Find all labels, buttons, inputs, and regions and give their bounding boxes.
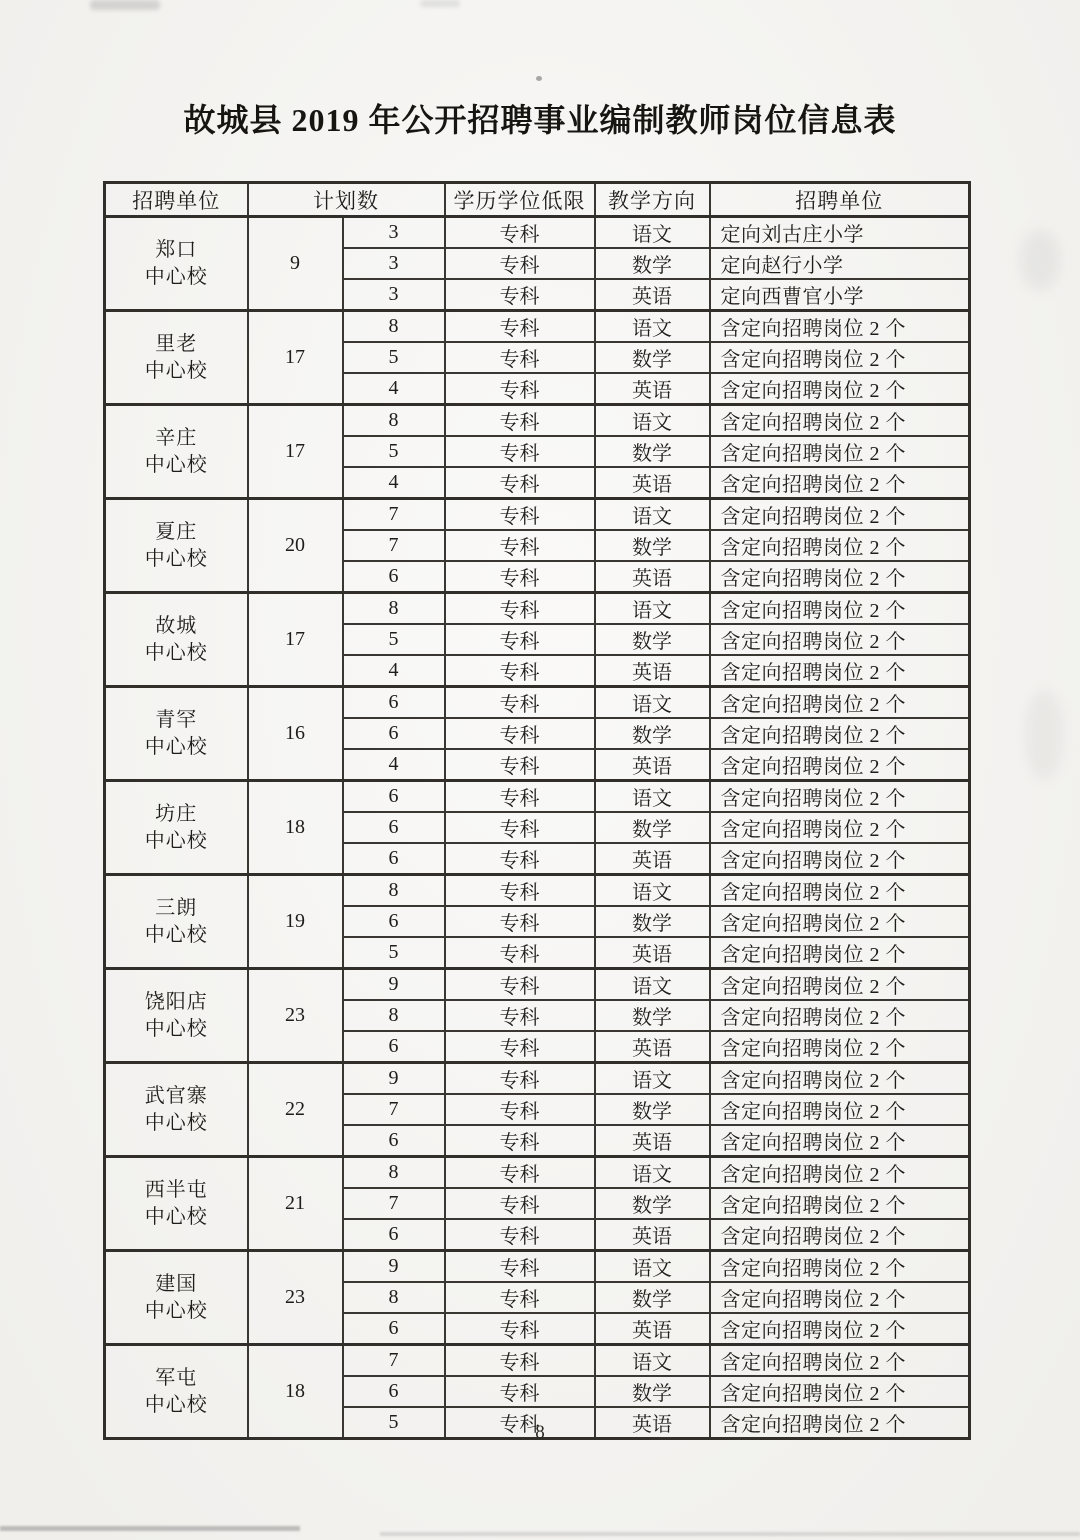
school-name-cell: 西半屯 中心校 xyxy=(105,1157,248,1251)
plan-total-cell: 17 xyxy=(248,405,343,499)
min-education-cell: 专科 xyxy=(445,1376,595,1407)
remark-cell: 含定向招聘岗位 2 个 xyxy=(710,1000,970,1031)
min-education-cell: 专科 xyxy=(445,875,595,907)
table-row xyxy=(105,499,970,531)
min-education-cell: 专科 xyxy=(445,530,595,561)
teaching-direction-cell: 英语 xyxy=(595,655,710,687)
teaching-direction-cell: 数学 xyxy=(595,342,710,373)
subject-count-cell: 6 xyxy=(343,906,445,937)
subject-count-cell: 6 xyxy=(343,561,445,593)
teaching-direction-cell: 语文 xyxy=(595,1251,710,1283)
teaching-direction-cell: 英语 xyxy=(595,561,710,593)
remark-cell: 含定向招聘岗位 2 个 xyxy=(710,342,970,373)
school-name-cell: 夏庄 中心校 xyxy=(105,499,248,593)
remark-cell: 含定向招聘岗位 2 个 xyxy=(710,1094,970,1125)
min-education-cell: 专科 xyxy=(445,1157,595,1189)
teaching-direction-cell: 语文 xyxy=(595,687,710,719)
remark-cell: 含定向招聘岗位 2 个 xyxy=(710,405,970,437)
min-education-cell: 专科 xyxy=(445,843,595,875)
table-row xyxy=(105,781,970,813)
table-row xyxy=(105,687,970,719)
min-education-cell: 专科 xyxy=(445,655,595,687)
subject-count-cell: 8 xyxy=(343,311,445,343)
subject-count-cell: 5 xyxy=(343,937,445,969)
remark-cell: 含定向招聘岗位 2 个 xyxy=(710,593,970,625)
teaching-direction-cell: 数学 xyxy=(595,906,710,937)
plan-total-cell: 23 xyxy=(248,969,343,1063)
min-education-cell: 专科 xyxy=(445,1063,595,1095)
remark-cell: 含定向招聘岗位 2 个 xyxy=(710,530,970,561)
subject-count-cell: 8 xyxy=(343,875,445,907)
subject-count-cell: 3 xyxy=(343,248,445,279)
subject-count-cell: 6 xyxy=(343,687,445,719)
teaching-direction-cell: 英语 xyxy=(595,937,710,969)
remark-cell: 含定向招聘岗位 2 个 xyxy=(710,749,970,781)
subject-count-cell: 7 xyxy=(343,499,445,531)
school-name-cell: 建国 中心校 xyxy=(105,1251,248,1345)
subject-count-cell: 4 xyxy=(343,467,445,499)
teaching-direction-cell: 语文 xyxy=(595,311,710,343)
min-education-cell: 专科 xyxy=(445,937,595,969)
min-education-cell: 专科 xyxy=(445,217,595,249)
school-name-cell: 坊庄 中心校 xyxy=(105,781,248,875)
remark-cell: 含定向招聘岗位 2 个 xyxy=(710,1345,970,1377)
min-education-cell: 专科 xyxy=(445,624,595,655)
min-education-cell: 专科 xyxy=(445,1031,595,1063)
teaching-direction-cell: 语文 xyxy=(595,781,710,813)
min-education-cell: 专科 xyxy=(445,1000,595,1031)
min-education-cell: 专科 xyxy=(445,718,595,749)
teaching-direction-cell: 语文 xyxy=(595,405,710,437)
teaching-direction-cell: 语文 xyxy=(595,593,710,625)
remark-cell: 含定向招聘岗位 2 个 xyxy=(710,718,970,749)
subject-count-cell: 5 xyxy=(343,624,445,655)
table-row xyxy=(105,1157,970,1189)
min-education-cell: 专科 xyxy=(445,906,595,937)
remark-cell: 定向刘古庄小学 xyxy=(710,217,970,249)
teaching-direction-cell: 语文 xyxy=(595,499,710,531)
remark-cell: 含定向招聘岗位 2 个 xyxy=(710,687,970,719)
min-education-cell: 专科 xyxy=(445,687,595,719)
school-name-cell: 三朗 中心校 xyxy=(105,875,248,969)
subject-count-cell: 6 xyxy=(343,812,445,843)
remark-cell: 含定向招聘岗位 2 个 xyxy=(710,906,970,937)
min-education-cell: 专科 xyxy=(445,436,595,467)
table-row xyxy=(105,405,970,437)
remark-cell: 含定向招聘岗位 2 个 xyxy=(710,1125,970,1157)
plan-total-cell: 23 xyxy=(248,1251,343,1345)
teaching-direction-cell: 数学 xyxy=(595,248,710,279)
page-title: 故城县 2019 年公开招聘事业编制教师岗位信息表 xyxy=(183,102,897,138)
col-header-recruiting-unit: 招聘单位 xyxy=(105,183,248,217)
min-education-cell: 专科 xyxy=(445,1125,595,1157)
subject-count-cell: 9 xyxy=(343,969,445,1001)
min-education-cell: 专科 xyxy=(445,1188,595,1219)
subject-count-cell: 6 xyxy=(343,1219,445,1251)
plan-total-cell: 9 xyxy=(248,217,343,311)
remark-cell: 含定向招聘岗位 2 个 xyxy=(710,1063,970,1095)
subject-count-cell: 5 xyxy=(343,342,445,373)
min-education-cell: 专科 xyxy=(445,373,595,405)
subject-count-cell: 7 xyxy=(343,530,445,561)
plan-total-cell: 19 xyxy=(248,875,343,969)
min-education-cell: 专科 xyxy=(445,1094,595,1125)
subject-count-cell: 8 xyxy=(343,1000,445,1031)
remark-cell: 定向西曹官小学 xyxy=(710,279,970,311)
remark-cell: 含定向招聘岗位 2 个 xyxy=(710,1251,970,1283)
scan-artifact xyxy=(1025,690,1063,780)
remark-cell: 含定向招聘岗位 2 个 xyxy=(710,655,970,687)
subject-count-cell: 6 xyxy=(343,1376,445,1407)
teaching-direction-cell: 英语 xyxy=(595,279,710,311)
table-row xyxy=(105,1251,970,1283)
min-education-cell: 专科 xyxy=(445,1219,595,1251)
school-name-cell: 里老 中心校 xyxy=(105,311,248,405)
remark-cell: 含定向招聘岗位 2 个 xyxy=(710,624,970,655)
teaching-direction-cell: 英语 xyxy=(595,1313,710,1345)
teaching-direction-cell: 英语 xyxy=(595,1407,710,1439)
teaching-direction-cell: 数学 xyxy=(595,1282,710,1313)
teaching-direction-cell: 语文 xyxy=(595,875,710,907)
remark-cell: 含定向招聘岗位 2 个 xyxy=(710,499,970,531)
teaching-direction-cell: 英语 xyxy=(595,843,710,875)
subject-count-cell: 8 xyxy=(343,1157,445,1189)
plan-total-cell: 17 xyxy=(248,593,343,687)
remark-cell: 含定向招聘岗位 2 个 xyxy=(710,436,970,467)
teaching-direction-cell: 语文 xyxy=(595,1063,710,1095)
min-education-cell: 专科 xyxy=(445,467,595,499)
teaching-direction-cell: 语文 xyxy=(595,1157,710,1189)
plan-total-cell: 20 xyxy=(248,499,343,593)
scan-artifact xyxy=(536,76,542,81)
subject-count-cell: 6 xyxy=(343,781,445,813)
scan-artifact xyxy=(420,0,460,7)
remark-cell: 含定向招聘岗位 2 个 xyxy=(710,781,970,813)
remark-cell: 含定向招聘岗位 2 个 xyxy=(710,1407,970,1439)
remark-cell: 含定向招聘岗位 2 个 xyxy=(710,1313,970,1345)
subject-count-cell: 3 xyxy=(343,217,445,249)
teaching-direction-cell: 英语 xyxy=(595,373,710,405)
remark-cell: 含定向招聘岗位 2 个 xyxy=(710,812,970,843)
remark-cell: 含定向招聘岗位 2 个 xyxy=(710,373,970,405)
min-education-cell: 专科 xyxy=(445,1345,595,1377)
table-row xyxy=(105,969,970,1001)
school-name-cell: 郑口 中心校 xyxy=(105,217,248,311)
min-education-cell: 专科 xyxy=(445,812,595,843)
col-header-teaching-direction: 教学方向 xyxy=(595,183,710,217)
subject-count-cell: 6 xyxy=(343,1031,445,1063)
scan-artifact xyxy=(380,1532,1080,1536)
min-education-cell: 专科 xyxy=(445,311,595,343)
remark-cell: 含定向招聘岗位 2 个 xyxy=(710,1282,970,1313)
teaching-direction-cell: 英语 xyxy=(595,1125,710,1157)
subject-count-cell: 5 xyxy=(343,1407,445,1439)
min-education-cell: 专科 xyxy=(445,561,595,593)
teaching-direction-cell: 数学 xyxy=(595,1000,710,1031)
remark-cell: 含定向招聘岗位 2 个 xyxy=(710,1031,970,1063)
min-education-cell: 专科 xyxy=(445,749,595,781)
remark-cell: 含定向招聘岗位 2 个 xyxy=(710,1376,970,1407)
teaching-direction-cell: 英语 xyxy=(595,1219,710,1251)
plan-total-cell: 18 xyxy=(248,781,343,875)
subject-count-cell: 8 xyxy=(343,593,445,625)
teaching-direction-cell: 数学 xyxy=(595,1094,710,1125)
col-header-min-education: 学历学位低限 xyxy=(445,183,595,217)
subject-count-cell: 4 xyxy=(343,655,445,687)
plan-total-cell: 17 xyxy=(248,311,343,405)
teaching-direction-cell: 数学 xyxy=(595,624,710,655)
subject-count-cell: 6 xyxy=(343,1125,445,1157)
subject-count-cell: 7 xyxy=(343,1094,445,1125)
teaching-direction-cell: 英语 xyxy=(595,467,710,499)
subject-count-cell: 9 xyxy=(343,1251,445,1283)
min-education-cell: 专科 xyxy=(445,781,595,813)
teaching-direction-cell: 数学 xyxy=(595,436,710,467)
table-row xyxy=(105,593,970,625)
table-row xyxy=(105,1345,970,1377)
school-name-cell: 辛庄 中心校 xyxy=(105,405,248,499)
school-name-cell: 武官寨 中心校 xyxy=(105,1063,248,1157)
min-education-cell: 专科 xyxy=(445,593,595,625)
subject-count-cell: 8 xyxy=(343,405,445,437)
plan-total-cell: 18 xyxy=(248,1345,343,1439)
col-header-plan-count: 计划数 xyxy=(248,183,445,217)
min-education-cell: 专科 xyxy=(445,1313,595,1345)
min-education-cell: 专科 xyxy=(445,499,595,531)
min-education-cell: 专科 xyxy=(445,1251,595,1283)
teaching-direction-cell: 英语 xyxy=(595,1031,710,1063)
teaching-direction-cell: 数学 xyxy=(595,812,710,843)
school-name-cell: 故城 中心校 xyxy=(105,593,248,687)
recruitment-table xyxy=(103,181,971,1440)
teaching-direction-cell: 数学 xyxy=(595,718,710,749)
page-number: 8 xyxy=(535,1422,545,1443)
subject-count-cell: 4 xyxy=(343,749,445,781)
subject-count-cell: 6 xyxy=(343,718,445,749)
subject-count-cell: 6 xyxy=(343,1313,445,1345)
school-name-cell: 青罕 中心校 xyxy=(105,687,248,781)
subject-count-cell: 7 xyxy=(343,1188,445,1219)
subject-count-cell: 8 xyxy=(343,1282,445,1313)
remark-cell: 含定向招聘岗位 2 个 xyxy=(710,875,970,907)
remark-cell: 含定向招聘岗位 2 个 xyxy=(710,561,970,593)
table-row xyxy=(105,311,970,343)
teaching-direction-cell: 语文 xyxy=(595,969,710,1001)
remark-cell: 含定向招聘岗位 2 个 xyxy=(710,969,970,1001)
scan-artifact xyxy=(90,0,160,10)
subject-count-cell: 9 xyxy=(343,1063,445,1095)
subject-count-cell: 3 xyxy=(343,279,445,311)
min-education-cell: 专科 xyxy=(445,342,595,373)
teaching-direction-cell: 英语 xyxy=(595,749,710,781)
table-header-row xyxy=(105,183,970,217)
min-education-cell: 专科 xyxy=(445,1407,595,1439)
scan-artifact xyxy=(0,1526,300,1531)
teaching-direction-cell: 数学 xyxy=(595,1376,710,1407)
plan-total-cell: 22 xyxy=(248,1063,343,1157)
table-row xyxy=(105,217,970,249)
remark-cell: 含定向招聘岗位 2 个 xyxy=(710,937,970,969)
teaching-direction-cell: 语文 xyxy=(595,1345,710,1377)
remark-cell: 含定向招聘岗位 2 个 xyxy=(710,1157,970,1189)
min-education-cell: 专科 xyxy=(445,969,595,1001)
table-row xyxy=(105,1063,970,1095)
school-name-cell: 饶阳店 中心校 xyxy=(105,969,248,1063)
min-education-cell: 专科 xyxy=(445,1282,595,1313)
subject-count-cell: 5 xyxy=(343,436,445,467)
subject-count-cell: 7 xyxy=(343,1345,445,1377)
plan-total-cell: 21 xyxy=(248,1157,343,1251)
col-header-remark-unit: 招聘单位 xyxy=(710,183,970,217)
remark-cell: 含定向招聘岗位 2 个 xyxy=(710,1188,970,1219)
remark-cell: 含定向招聘岗位 2 个 xyxy=(710,467,970,499)
min-education-cell: 专科 xyxy=(445,405,595,437)
min-education-cell: 专科 xyxy=(445,248,595,279)
school-name-cell: 军屯 中心校 xyxy=(105,1345,248,1439)
remark-cell: 含定向招聘岗位 2 个 xyxy=(710,1219,970,1251)
table-row xyxy=(105,875,970,907)
scan-artifact xyxy=(1020,230,1060,290)
subject-count-cell: 6 xyxy=(343,843,445,875)
min-education-cell: 专科 xyxy=(445,279,595,311)
teaching-direction-cell: 数学 xyxy=(595,530,710,561)
subject-count-cell: 4 xyxy=(343,373,445,405)
teaching-direction-cell: 数学 xyxy=(595,1188,710,1219)
plan-total-cell: 16 xyxy=(248,687,343,781)
remark-cell: 含定向招聘岗位 2 个 xyxy=(710,843,970,875)
teaching-direction-cell: 语文 xyxy=(595,217,710,249)
remark-cell: 含定向招聘岗位 2 个 xyxy=(710,311,970,343)
remark-cell: 定向赵行小学 xyxy=(710,248,970,279)
